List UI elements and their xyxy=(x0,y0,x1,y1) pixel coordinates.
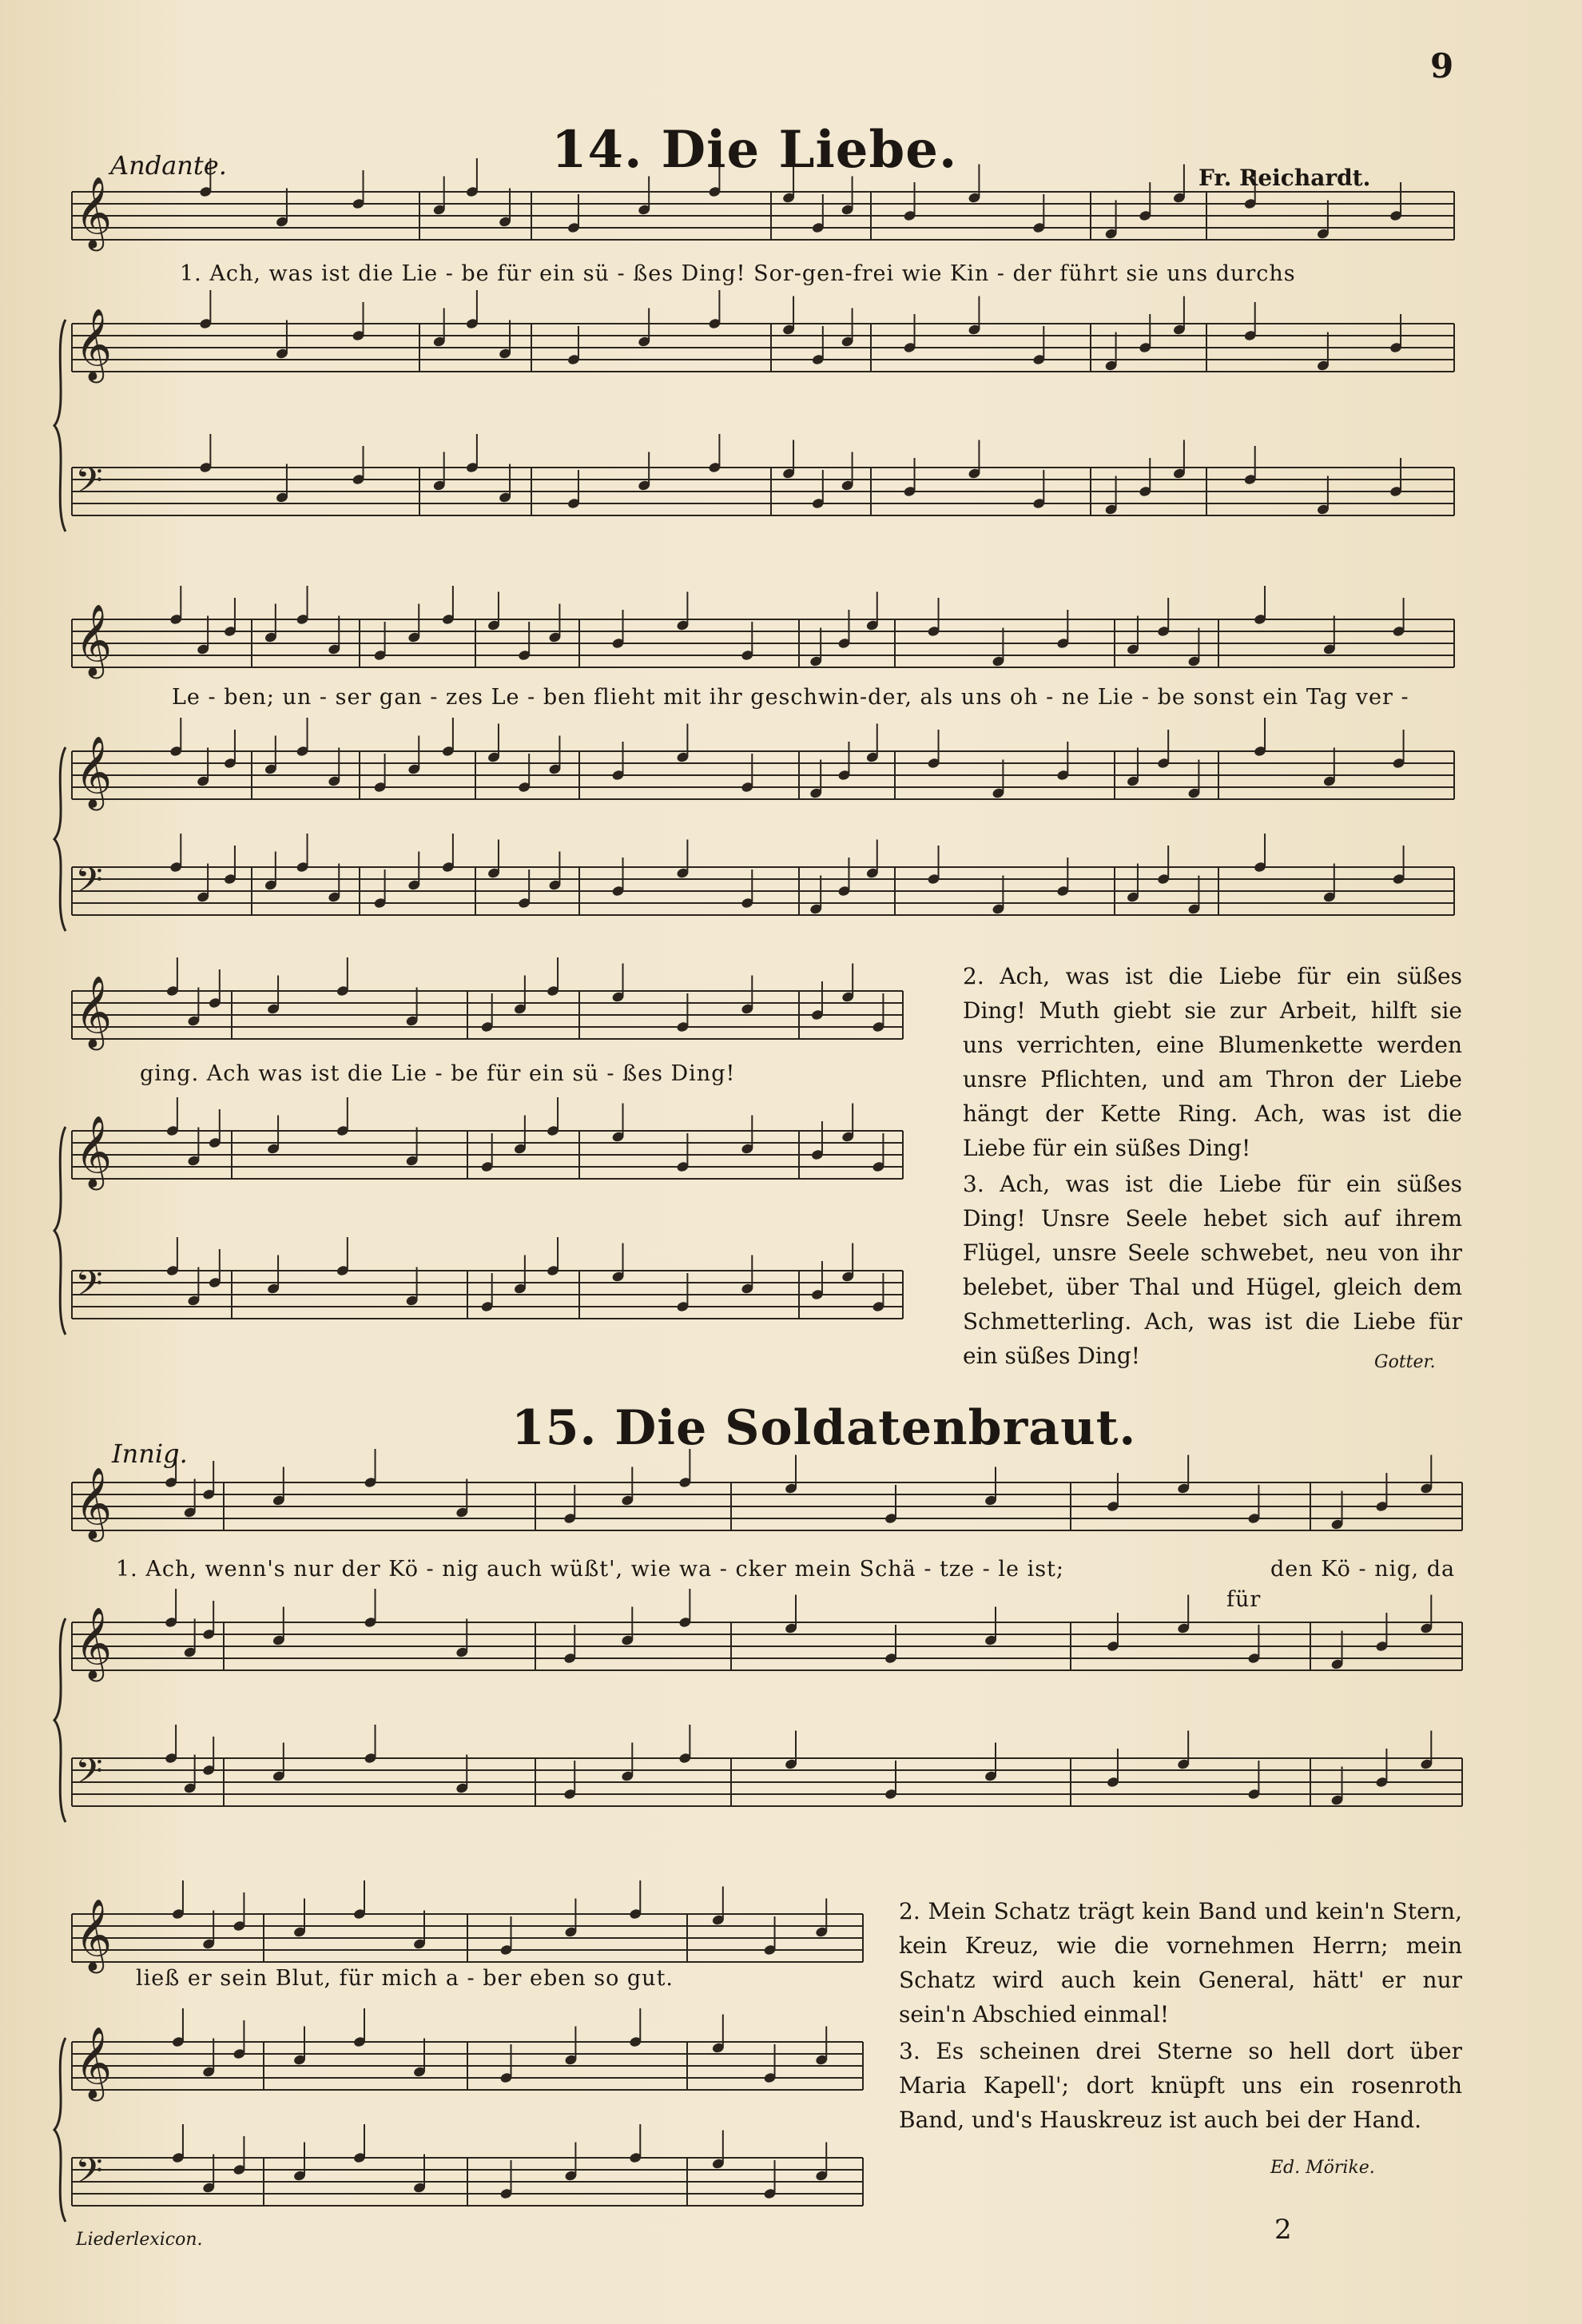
treble-clef-icon: 𝄞 xyxy=(75,177,113,249)
song14-verse-2: 2. Ach, was ist die Liebe für ein süßes Ding! Muth giebt sie zur Arbeit, hilft sie uns verrichten, eine Blumenkette werden unsre Pflichten, und am Thron der Liebe hängt der Kette Ring. Ach, was ist die Liebe für ein süßes Ding! xyxy=(963,963,1462,1161)
treble-clef-icon: 𝄞 xyxy=(75,1467,113,1539)
treble-clef-icon: 𝄞 xyxy=(75,308,113,380)
bass-clef-icon: 𝄢 xyxy=(75,1263,103,1313)
bass-clef-icon: 𝄢 xyxy=(75,460,103,510)
song14-verse-3: 3. Ach, was ist die Liebe für ein süßes Ding! Unsre Seele hebet sich auf ihrem Flügel, unsre Seele schwebet, neu von ihr belebet, über Thal und Hügel, gleich dem Schmetterling. Ach, was ist die Liebe für ein süßes Ding! xyxy=(963,1171,1462,1369)
treble-clef-icon: 𝄞 xyxy=(75,1116,113,1188)
song15-verse-2: 2. Mein Schatz trägt kein Band und kein'n Stern, kein Kreuz, wie die vornehmen Herrn; mein Schatz wird auch kein General, hätt' er nur sein'n Abschied einmal! xyxy=(899,1898,1462,2028)
treble-clef-icon: 𝄞 xyxy=(75,736,113,808)
footer-signature: Liederlexicon. xyxy=(76,2230,203,2250)
system-brace xyxy=(54,1618,66,1822)
bass-clef-icon: 𝄢 xyxy=(75,859,103,909)
page-number: 9 xyxy=(1430,46,1454,86)
footer-sheet-number: 2 xyxy=(1274,2214,1292,2246)
song15-verse-author: Ed. Mörike. xyxy=(1270,2158,1375,2178)
system-brace xyxy=(54,747,66,931)
system-brace xyxy=(54,1127,66,1335)
song14-lyrics-line-2: Le - ben; un - ser gan - zes Le - ben flieht mit ihr geschwin-der, als uns oh - ne Lie - be sonst ein Tag ver - xyxy=(172,685,1409,710)
treble-clef-icon: 𝄞 xyxy=(75,2027,113,2099)
treble-clef-icon: 𝄞 xyxy=(75,1607,113,1679)
song14-composer: Fr. Reichardt. xyxy=(1198,165,1371,191)
system-brace xyxy=(54,2038,66,2222)
bass-clef-icon: 𝄢 xyxy=(75,2150,103,2200)
song15-title: 15. Die Soldatenbraut. xyxy=(511,1400,1137,1456)
bass-clef-icon: 𝄢 xyxy=(75,1750,103,1801)
song15-verse-3: 3. Es scheinen drei Sterne so hell dort über Maria Kapell'; dort knüpft uns ein rosenroth Band, und's Hauskreuz ist auch bei der Hand. xyxy=(899,2038,1462,2133)
song15-lyrics-line-1b: den Kö - nig, da xyxy=(1270,1557,1456,1582)
song14-lyrics-line-3: ging. Ach was ist die Lie - be für ein sü - ßes Ding! xyxy=(140,1061,736,1086)
song14-lyrics-line-1: 1. Ach, was ist die Lie - be für ein sü - ßes Ding! Sor-gen-frei wie Kin - der führt sie uns durchs xyxy=(180,261,1296,286)
song15-lyrics-line-2: ließ er sein Blut, für mich a - ber eben so gut. xyxy=(136,1966,674,1991)
treble-clef-icon: 𝄞 xyxy=(75,976,113,1048)
treble-clef-icon: 𝄞 xyxy=(75,604,113,676)
song14-verse-author: Gotter. xyxy=(1374,1352,1436,1372)
system-brace xyxy=(54,320,66,531)
song15-tempo: Innig. xyxy=(112,1439,188,1469)
song14-title: 14. Die Liebe. xyxy=(551,120,958,180)
treble-clef-icon: 𝄞 xyxy=(75,1899,113,1971)
song15-lyrics-line-1c: für xyxy=(1226,1587,1262,1612)
song14-tempo: Andante. xyxy=(110,150,227,181)
song15-lyrics-line-1: 1. Ach, wenn's nur der Kö - nig auch wüßt', wie wa - cker mein Schä - tze - le ist; xyxy=(116,1557,1065,1582)
